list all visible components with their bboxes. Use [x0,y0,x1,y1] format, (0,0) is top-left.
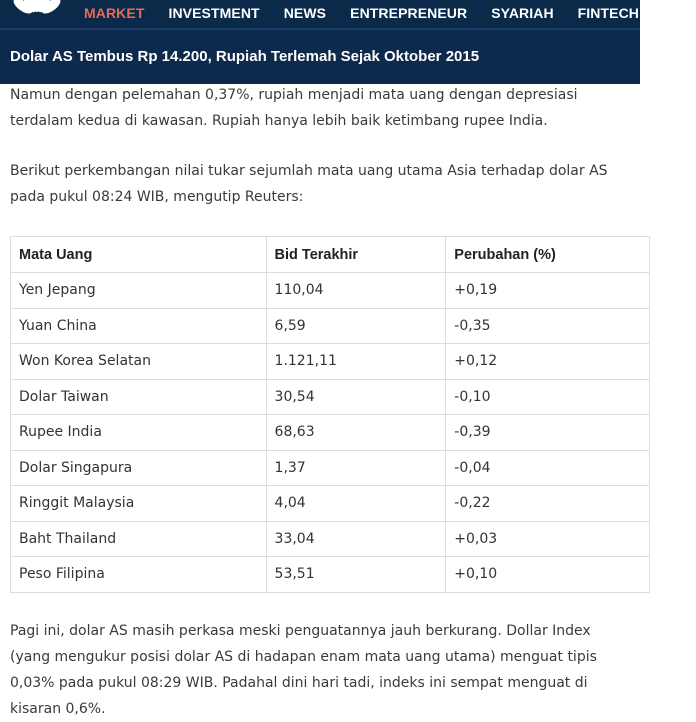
table-row [11,450,650,486]
nav-item-market[interactable]: MARKET [84,5,145,21]
cell-change: -0,39 [446,415,650,451]
cell-bid: 53,51 [266,557,446,593]
cell-bid: 68,63 [266,415,446,451]
nav-item-syariah[interactable]: SYARIAH [491,5,554,21]
article-paragraph-1: Namun dengan pelemahan 0,37%, rupiah menjadi mata uang dengan depresiasi terdalam kedua di kawasan. Rupiah hanya lebih baik ketimbang rupee India. [10,87,578,129]
table-row [11,273,650,309]
cell-bid: 33,04 [266,521,446,557]
cell-bid: 30,54 [266,379,446,415]
cell-currency: Ringgit Malaysia [11,486,267,522]
cell-currency: Peso Filipina [11,557,267,593]
table-header-row [11,237,650,273]
cell-change: +0,12 [446,344,650,380]
cell-bid: 6,59 [266,308,446,344]
nav-item-entrepreneur[interactable]: ENTREPRENEUR [350,5,468,21]
table-row [11,415,650,451]
nav-item-fintech[interactable]: FINTECH [577,5,640,21]
cell-currency: Yuan China [11,308,267,344]
peacock-logo-icon[interactable] [14,0,60,22]
table-row [11,379,650,415]
top-navigation [0,0,672,28]
nav-item-truncated[interactable]: L [663,5,672,21]
cell-bid: 4,04 [266,486,446,522]
nav-item-news[interactable]: NEWS [283,5,327,21]
nav-item-investment[interactable]: INVESTMENT [168,5,260,21]
article-paragraph-2: Berikut perkembangan nilai tukar sejumlah mata uang utama Asia terhadap dolar AS pada pukul 08:24 WIB, mengutip Reuters: [10,163,608,205]
article-title: Dolar AS Tembus Rp 14.200, Rupiah Terlemah Sejak Oktober 2015 [10,48,480,65]
column-header-last-bid: Bid Terakhir [266,237,446,273]
cell-currency: Baht Thailand [11,521,267,557]
cell-change: -0,10 [446,379,650,415]
table-row [11,344,650,380]
column-header-currency: Mata Uang [11,237,267,273]
table-row [11,308,650,344]
cell-currency: Rupee India [11,415,267,451]
article-title-bar [0,28,640,84]
cell-bid: 1,37 [266,450,446,486]
cell-change: +0,03 [446,521,650,557]
cell-change: +0,19 [446,273,650,309]
cell-change: -0,22 [446,486,650,522]
cell-currency: Dolar Taiwan [11,379,267,415]
cell-currency: Yen Jepang [11,273,267,309]
column-header-change: Perubahan (%) [446,237,650,273]
cell-change: -0,35 [446,308,650,344]
cell-bid: 110,04 [266,273,446,309]
table-row [11,486,650,522]
nav-menu [84,0,696,28]
cell-change: -0,04 [446,450,650,486]
cell-currency: Won Korea Selatan [11,344,267,380]
table-row [11,557,650,593]
cell-bid: 1.121,11 [266,344,446,380]
article-paragraph-3: Pagi ini, dolar AS masih perkasa meski penguatannya jauh berkurang. Dollar Index (yang mengukur posisi dolar AS di hadapan enam mata uang utama) menguat tipis 0,03% pada pukul 08:29 WIB. Padahal dini hari tadi, indeks ini sempat menguat di kisaran 0,6%. [10,623,597,717]
currency-table [10,236,640,593]
table-row [11,521,650,557]
cell-change: +0,10 [446,557,650,593]
cell-currency: Dolar Singapura [11,450,267,486]
